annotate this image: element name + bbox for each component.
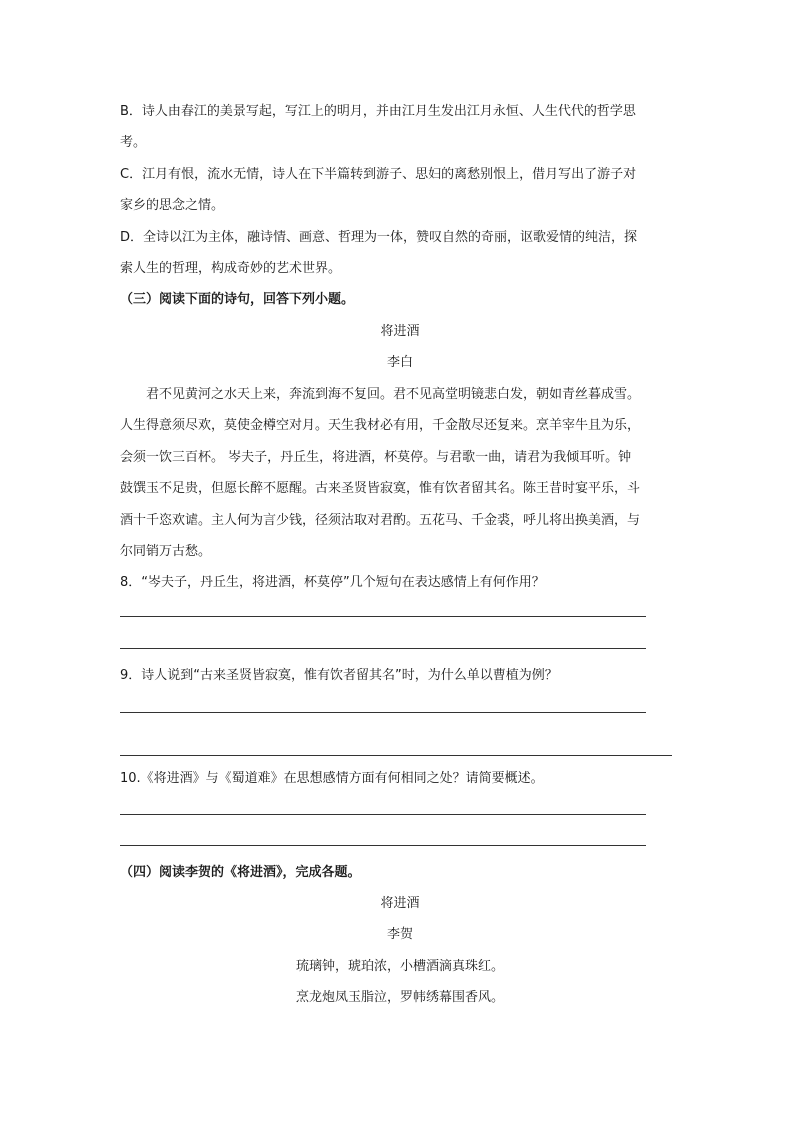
answer-line[interactable] [120,845,646,846]
poem-line: 烹龙炮凤玉脂泣，罗帏绣幕围香风。 [295,990,504,1005]
poem-line: 琉璃钟，琥珀浓，小槽酒滴真珠红。 [295,959,504,974]
answer-line[interactable] [120,814,646,815]
poem-line: 人生得意须尽欢，莫使金樽空对月。天生我材必有用，千金散尽还复来。烹羊宰牛且为乐， [120,418,641,433]
question-9: 9．诗人说到“古来圣贤皆寂寞，惟有饮者留其名”时，为什么单以曹植为例？ [120,668,558,683]
option-d-line1: D．全诗以江为主体，融诗情、画意、哲理为一体，赞叹自然的奇丽，讴歌爱情的纯洁，探 [120,230,638,245]
section3-heading: （三）阅读下面的诗句，回答下列小题。 [120,292,355,307]
section3-poem-title: 将进酒 [380,324,420,339]
option-d-line2: 索人生的哲理，构成奇妙的艺术世界。 [120,261,342,276]
poem-line: 尔同销万古愁。 [120,544,212,559]
answer-line[interactable] [120,712,646,713]
poem-line: 君不见黄河之水天上来，奔流到海不复回。君不见高堂明镜悲白发，朝如青丝暮成雪。 [146,387,641,402]
poem-line: 鼓馔玉不足贵，但愿长醉不愿醒。古来圣贤皆寂寞，惟有饮者留其名。陈王昔时宴平乐，斗 [120,481,641,496]
question-10: 10.《将进酒》与《蜀道难》在思想感情方面有何相同之处？请简要概述。 [120,771,544,786]
answer-line[interactable] [120,755,672,756]
option-b-line2: 考。 [120,135,147,150]
poem-line: 酒十千恣欢谑。主人何为言少钱，径须沽取对君酌。五花马、千金裘，呼儿将出换美酒，与 [120,513,641,528]
question-8: 8．“岑夫子，丹丘生，将进酒，杯莫停”几个短句在表达感情上有何作用？ [120,575,545,590]
option-b-line1: B．诗人由春江的美景写起，写江上的明月，并由江月生发出江月永恒、人生代代的哲学思 [120,104,636,119]
answer-line[interactable] [120,616,646,617]
answer-line[interactable] [120,648,646,649]
section4-poem-title: 将进酒 [380,896,420,911]
section4-poet: 李贺 [386,927,413,942]
section4-heading: （四）阅读李贺的《将进酒》，完成各题。 [120,865,361,880]
section3-poet: 李白 [386,355,413,370]
option-c-line1: C．江月有恨，流水无情，诗人在下半篇转到游子、思妇的离愁别恨上，借月写出了游子对 [120,167,637,182]
poem-line: 会须一饮三百杯。 岑夫子，丹丘生，将进酒，杯莫停。与君歌一曲，请君为我倾耳听。钟 [120,450,632,465]
option-c-line2: 家乡的思念之情。 [120,198,225,213]
